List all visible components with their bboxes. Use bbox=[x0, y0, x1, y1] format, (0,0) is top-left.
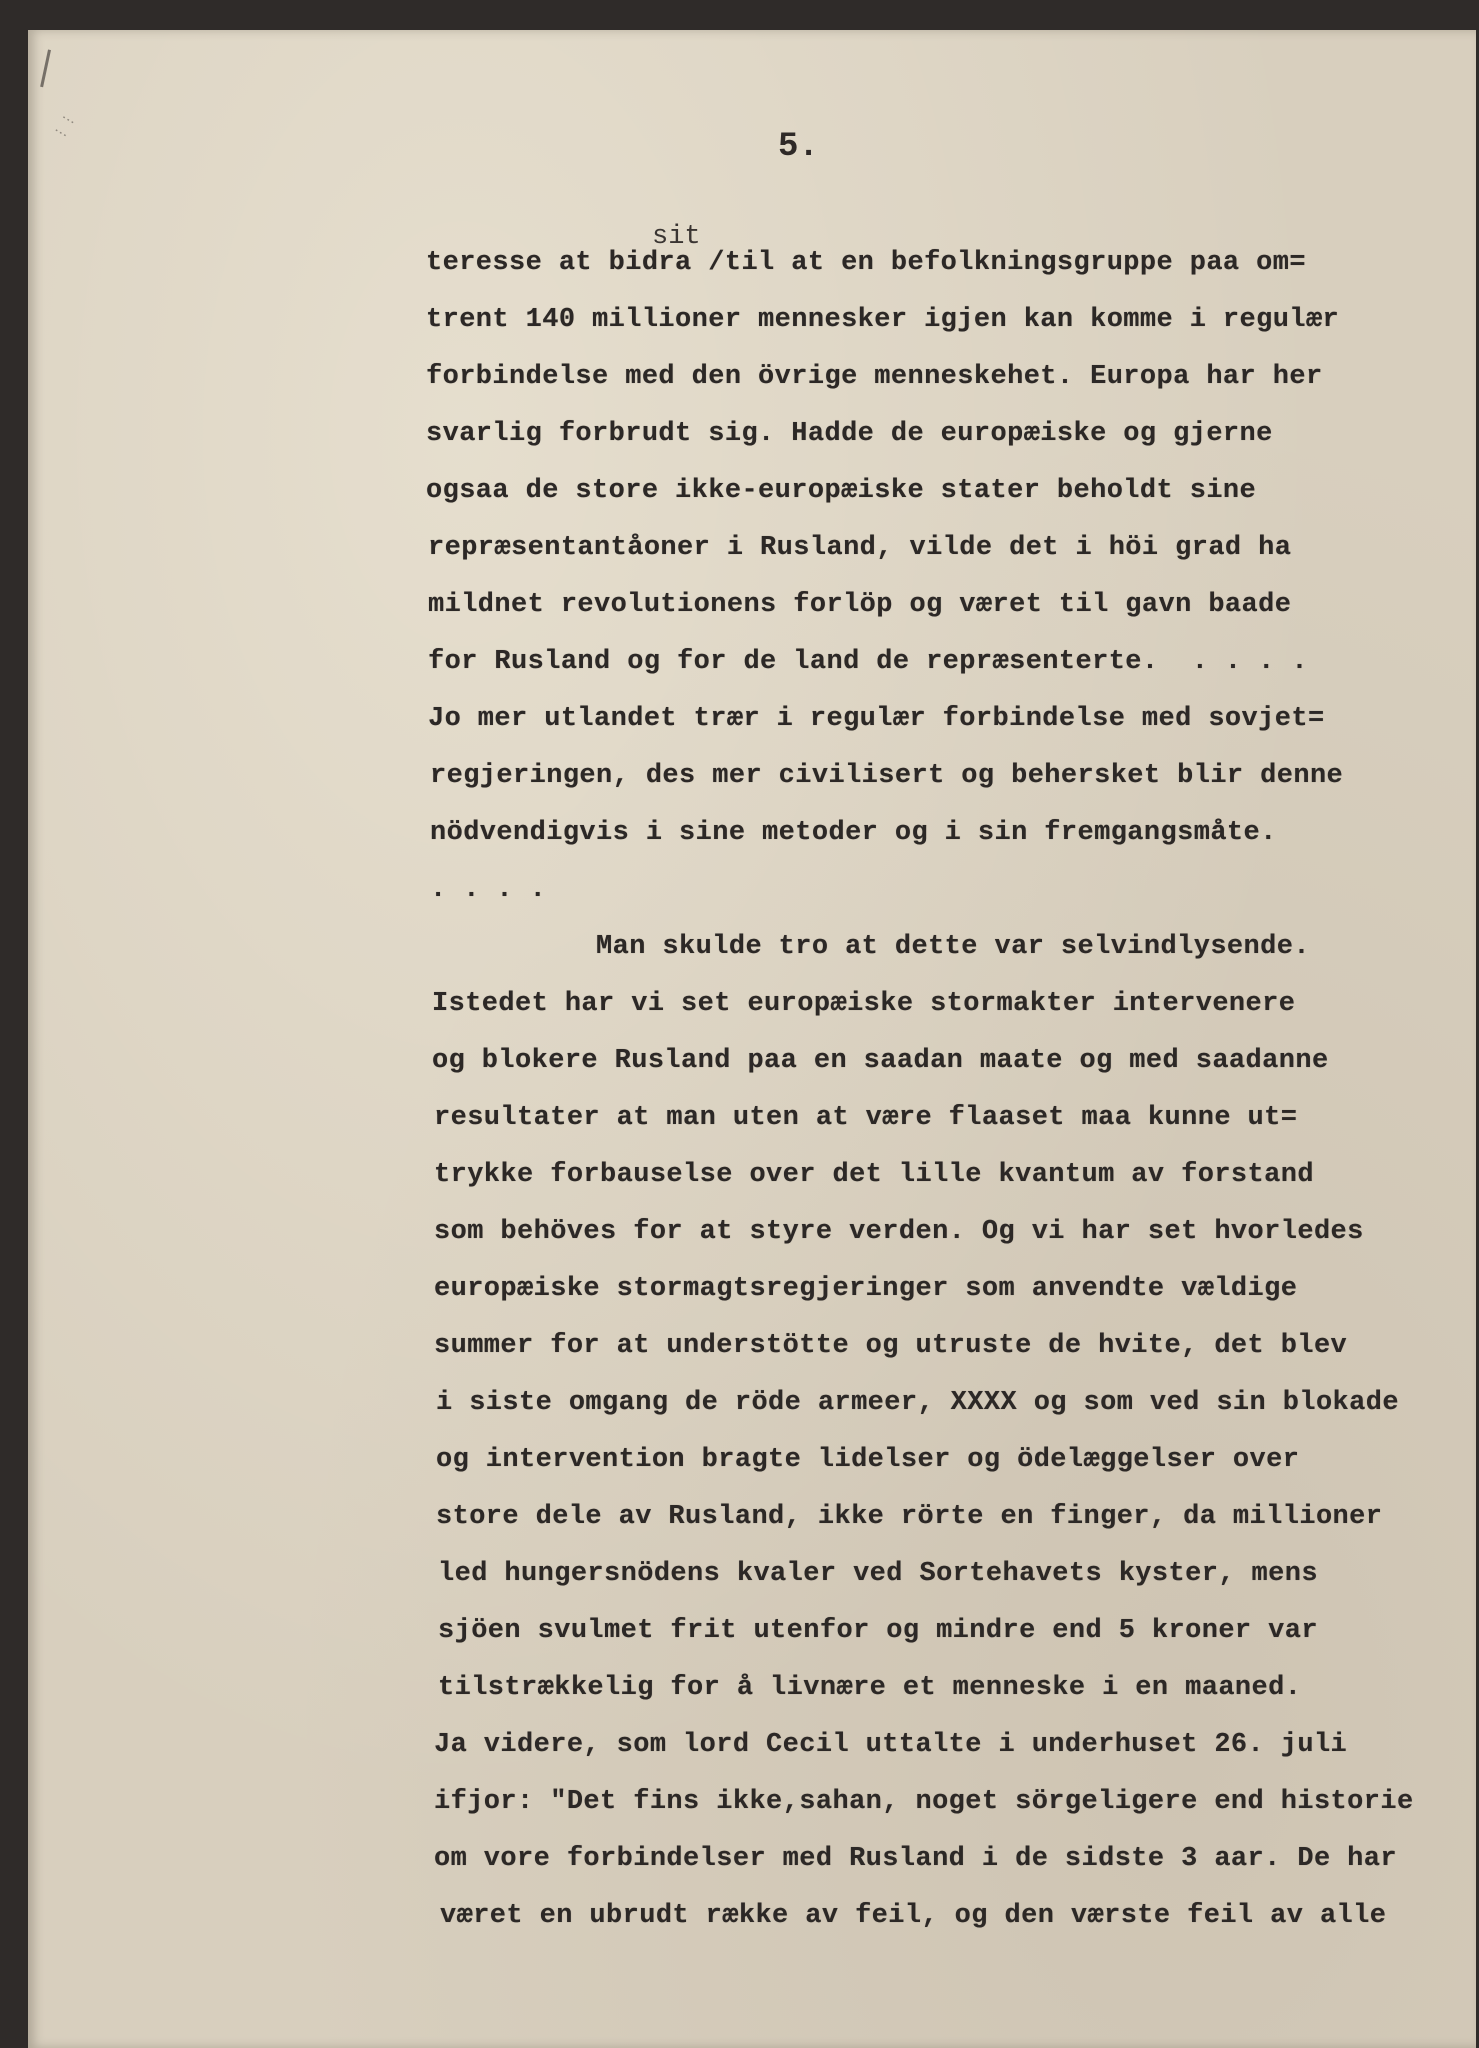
text-line: og blokere Rusland paa en saadan maate og med saadanne bbox=[432, 1046, 1329, 1076]
edge-dots: ⋮⋮ bbox=[50, 109, 80, 143]
text-line: teresse at bidra /til at en befolkningsgruppe paa om= bbox=[426, 248, 1306, 278]
text-line: led hungersnödens kvaler ved Sortehavets kyster, mens bbox=[438, 1559, 1318, 1589]
text-line: Jo mer utlandet trær i regulær forbindelse med sovjet= bbox=[428, 704, 1325, 734]
text-line: europæiske stormagtsregjeringer som anvendte vældige bbox=[434, 1274, 1298, 1304]
text-line: som behöves for at styre verden. Og vi har set hvorledes bbox=[434, 1217, 1364, 1247]
text-line: for Rusland og for de land de repræsenterte. . . . . bbox=[428, 647, 1308, 677]
text-line: i siste omgang de röde armeer, XXXX og som ved sin blokade bbox=[436, 1388, 1399, 1418]
text-line: summer for at understötte og utruste de hvite, det blev bbox=[434, 1331, 1348, 1361]
text-line: ogsaa de store ikke-europæiske stater beholdt sine bbox=[426, 476, 1257, 506]
text-line: været en ubrudt række av feil, og den værste feil av alle bbox=[440, 1901, 1387, 1931]
page-number: 5. bbox=[778, 128, 819, 166]
handwritten-insertion: sit bbox=[652, 222, 701, 252]
text-line: trent 140 millioner mennesker igjen kan komme i regulær bbox=[426, 305, 1340, 335]
text-line: svarlig forbrudt sig. Hadde de europæiske og gjerne bbox=[426, 419, 1273, 449]
text-line: Ja videre, som lord Cecil uttalte i underhuset 26. juli bbox=[434, 1730, 1348, 1760]
text-line: Man skulde tro at dette var selvindlysende. bbox=[430, 932, 1310, 962]
text-line: regjeringen, des mer civilisert og behersket blir denne bbox=[430, 761, 1344, 791]
text-line: tilstrækkelig for å livnære et menneske i en maaned. bbox=[438, 1673, 1302, 1703]
text-line: mildnet revolutionens forlöp og været til gavn baade bbox=[428, 590, 1292, 620]
text-line: repræsentantåoner i Rusland, vilde det i höi grad ha bbox=[428, 533, 1292, 563]
text-line: sjöen svulmet frit utenfor og mindre end 5 kroner var bbox=[438, 1616, 1318, 1646]
text-line: Istedet har vi set europæiske stormakter intervenere bbox=[432, 989, 1296, 1019]
text-line: og intervention bragte lidelser og ödelæggelser over bbox=[436, 1445, 1300, 1475]
text-line: . . . . bbox=[430, 875, 547, 905]
text-line: store dele av Rusland, ikke rörte en finger, da millioner bbox=[436, 1502, 1383, 1532]
text-line: om vore forbindelser med Rusland i de sidste 3 aar. De har bbox=[434, 1844, 1397, 1874]
text-line: resultater at man uten at være flaaset maa kunne ut= bbox=[434, 1103, 1298, 1133]
text-line: ifjor: "Det fins ikke,sahan, noget sörgeligere end historie bbox=[434, 1787, 1414, 1817]
text-line: trykke forbauselse over det lille kvantum av forstand bbox=[434, 1160, 1314, 1190]
text-line: nödvendigvis i sine metoder og i sin fremgangsmåte. bbox=[430, 818, 1277, 848]
text-line: forbindelse med den övrige menneskehet. Europa har her bbox=[426, 362, 1323, 392]
